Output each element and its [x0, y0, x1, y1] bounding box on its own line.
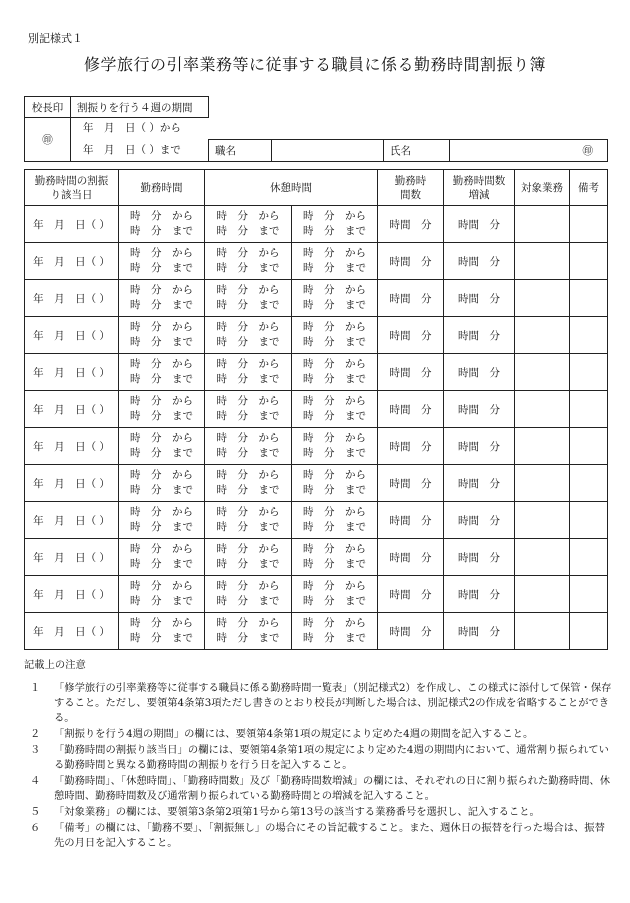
note-item [24, 805, 614, 820]
row-hours[interactable]: 時間 分 [378, 317, 444, 354]
row-break-time-1[interactable]: 時 分 から 時 分 まで [205, 465, 292, 502]
row-remarks[interactable] [570, 317, 608, 354]
row-hours[interactable]: 時間 分 [378, 465, 444, 502]
row-date[interactable]: 年 月 日（ ） [25, 317, 119, 354]
col-change: 勤務時間数増減 [444, 170, 515, 206]
note-number: ３ [30, 744, 41, 756]
row-date[interactable]: 年 月 日（ ） [25, 465, 119, 502]
table-row [25, 206, 608, 243]
period-label: 割振りを行う４週の期間 [71, 97, 209, 118]
row-remarks[interactable] [570, 206, 608, 243]
note-text: 「修学旅行の引率業務等に従事する職員に係る勤務時間一覧表」（別記様式2）を作成し、この様式に添付して保管・保存すること。ただし、要領第4条第3項ただし書きのとおり校長が判断した場合は、別記様式2の作成を省略することができる。 [54, 682, 612, 724]
row-hours[interactable]: 時間 分 [378, 428, 444, 465]
note-number: ６ [30, 822, 41, 834]
position-label: 職名 [209, 140, 272, 162]
row-break-time-1[interactable]: 時 分 から 時 分 まで [205, 539, 292, 576]
note-number: ５ [30, 806, 41, 818]
row-change[interactable]: 時間 分 [444, 317, 515, 354]
table-row [25, 576, 608, 613]
row-remarks[interactable] [570, 354, 608, 391]
note-text: 「備考」の欄には、「勤務不要」、「割振無し」の場合にその旨記載すること。また、週休日の振替を行った場合は、振替先の月日を記入すること。 [54, 822, 605, 849]
row-break-time-2[interactable]: 時 分 から 時 分 まで [292, 428, 378, 465]
table-row [25, 465, 608, 502]
row-hours[interactable]: 時間 分 [378, 539, 444, 576]
row-work-time[interactable]: 時 分 から 時 分 まで [119, 280, 205, 317]
row-work-time[interactable]: 時 分 から 時 分 まで [119, 354, 205, 391]
row-break-time-1[interactable]: 時 分 から 時 分 まで [205, 502, 292, 539]
notes-title: 記載上の注意 [24, 659, 86, 671]
row-task[interactable] [515, 280, 570, 317]
note-text: 「対象業務」の欄には、要領第3条第2項第1号から第13号の該当する業務番号を選択し、記入すること。 [54, 806, 540, 818]
row-hours[interactable]: 時間 分 [378, 206, 444, 243]
row-hours[interactable]: 時間 分 [378, 243, 444, 280]
row-work-time[interactable]: 時 分 から 時 分 まで [119, 428, 205, 465]
row-task[interactable] [515, 354, 570, 391]
row-break-time-1[interactable]: 時 分 から 時 分 まで [205, 576, 292, 613]
row-date[interactable]: 年 月 日（ ） [25, 502, 119, 539]
row-remarks[interactable] [570, 243, 608, 280]
page-title: 修学旅行の引率業務等に従事する職員に係る勤務時間割振り簿 [83, 55, 546, 74]
row-change[interactable]: 時間 分 [444, 465, 515, 502]
note-number: １ [30, 682, 41, 694]
col-work-time: 勤務時間 [119, 170, 205, 206]
header-table [24, 96, 608, 162]
seal-mark: ㊞ [42, 134, 53, 146]
row-task[interactable] [515, 502, 570, 539]
row-work-time[interactable]: 時 分 から 時 分 まで [119, 391, 205, 428]
row-break-time-1[interactable]: 時 分 から 時 分 まで [205, 354, 292, 391]
row-work-time[interactable]: 時 分 から 時 分 まで [119, 576, 205, 613]
row-task[interactable] [515, 428, 570, 465]
period-from[interactable]: 年 月 日（ ）から [71, 118, 209, 140]
table-row [25, 613, 608, 650]
row-change[interactable]: 時間 分 [444, 354, 515, 391]
row-date[interactable]: 年 月 日（ ） [25, 613, 119, 650]
table-row [25, 243, 608, 280]
name-field[interactable] [450, 140, 608, 162]
row-work-time[interactable]: 時 分 から 時 分 まで [119, 465, 205, 502]
row-remarks[interactable] [570, 428, 608, 465]
table-row [25, 502, 608, 539]
row-break-time-2[interactable]: 時 分 から 時 分 まで [292, 206, 378, 243]
row-change[interactable]: 時間 分 [444, 502, 515, 539]
note-item [24, 727, 614, 742]
row-change[interactable]: 時間 分 [444, 243, 515, 280]
row-break-time-2[interactable]: 時 分 から 時 分 まで [292, 391, 378, 428]
table-row [25, 317, 608, 354]
row-break-time-2[interactable]: 時 分 から 時 分 まで [292, 613, 378, 650]
row-work-time[interactable]: 時 分 から 時 分 まで [119, 539, 205, 576]
table-row [25, 280, 608, 317]
row-work-time[interactable]: 時 分 から 時 分 まで [119, 613, 205, 650]
row-task[interactable] [515, 465, 570, 502]
table-row [25, 428, 608, 465]
schedule-table [24, 169, 608, 650]
note-item [24, 821, 614, 851]
row-change[interactable]: 時間 分 [444, 428, 515, 465]
row-date[interactable]: 年 月 日（ ） [25, 576, 119, 613]
row-date[interactable]: 年 月 日（ ） [25, 243, 119, 280]
row-change[interactable]: 時間 分 [444, 391, 515, 428]
col-hours: 勤務時間数 [378, 170, 444, 206]
principal-seal-label: 校長印 [25, 97, 71, 118]
note-text: 「勤務時間の割振り該当日」の欄には、要領第4条第1項の規定により定めた4週の期間内において、通常割り振られている勤務時間と異なる勤務時間の割振りを行う日を記入すること。 [54, 744, 609, 771]
row-hours[interactable]: 時間 分 [378, 354, 444, 391]
row-date[interactable]: 年 月 日（ ） [25, 539, 119, 576]
row-break-time-2[interactable]: 時 分 から 時 分 まで [292, 539, 378, 576]
row-break-time-2[interactable]: 時 分 から 時 分 まで [292, 465, 378, 502]
row-date[interactable]: 年 月 日（ ） [25, 428, 119, 465]
note-number: ４ [30, 775, 41, 787]
row-remarks[interactable] [570, 539, 608, 576]
row-break-time-2[interactable]: 時 分 から 時 分 まで [292, 576, 378, 613]
row-hours[interactable]: 時間 分 [378, 613, 444, 650]
form-label: 別記様式１ [28, 32, 83, 45]
table-row [25, 391, 608, 428]
row-break-time-2[interactable]: 時 分 から 時 分 まで [292, 243, 378, 280]
row-change[interactable]: 時間 分 [444, 576, 515, 613]
row-break-time-1[interactable]: 時 分 から 時 分 まで [205, 206, 292, 243]
note-text: 「勤務時間」、「休憩時間」、「勤務時間数」及び「勤務時間数増減」の欄には、それぞれの日に割り振られた勤務時間、休憩時間、勤務時間数及び通常割り振られている勤務時間との増減を記入すること。 [54, 775, 611, 802]
col-break-time: 休憩時間 [205, 170, 378, 206]
name-seal-mark: ㊞ [582, 145, 593, 157]
row-date[interactable]: 年 月 日（ ） [25, 206, 119, 243]
row-break-time-2[interactable]: 時 分 から 時 分 まで [292, 317, 378, 354]
row-hours[interactable]: 時間 分 [378, 391, 444, 428]
row-remarks[interactable] [570, 465, 608, 502]
row-remarks[interactable] [570, 502, 608, 539]
row-break-time-1[interactable]: 時 分 から 時 分 まで [205, 391, 292, 428]
row-change[interactable]: 時間 分 [444, 539, 515, 576]
row-work-time[interactable]: 時 分 から 時 分 まで [119, 243, 205, 280]
position-field[interactable] [272, 140, 384, 162]
row-work-time[interactable]: 時 分 から 時 分 まで [119, 206, 205, 243]
row-task[interactable] [515, 243, 570, 280]
col-task: 対象業務 [515, 170, 570, 206]
row-date[interactable]: 年 月 日（ ） [25, 354, 119, 391]
principal-seal-box[interactable] [25, 118, 71, 162]
note-text: 「割振りを行う4週の期間」の欄には、要領第4条第1項の規定により定めた4週の期間を記入すること。 [54, 728, 534, 740]
row-break-time-2[interactable]: 時 分 から 時 分 まで [292, 354, 378, 391]
col-date: 勤務時間の割振り該当日 [25, 170, 119, 206]
row-task[interactable] [515, 317, 570, 354]
row-remarks[interactable] [570, 613, 608, 650]
row-task[interactable] [515, 613, 570, 650]
row-task[interactable] [515, 576, 570, 613]
period-to[interactable]: 年 月 日（ ）まで [71, 140, 209, 162]
row-work-time[interactable]: 時 分 から 時 分 まで [119, 317, 205, 354]
row-break-time-2[interactable]: 時 分 から 時 分 まで [292, 280, 378, 317]
row-hours[interactable]: 時間 分 [378, 576, 444, 613]
table-row [25, 354, 608, 391]
row-change[interactable]: 時間 分 [444, 613, 515, 650]
note-item [24, 681, 614, 726]
row-remarks[interactable] [570, 576, 608, 613]
note-item [24, 743, 614, 773]
note-number: ２ [30, 728, 41, 740]
row-change[interactable]: 時間 分 [444, 206, 515, 243]
note-item [24, 774, 614, 804]
row-remarks[interactable] [570, 391, 608, 428]
row-task[interactable] [515, 391, 570, 428]
row-break-time-1[interactable]: 時 分 から 時 分 まで [205, 613, 292, 650]
row-task[interactable] [515, 539, 570, 576]
name-label: 氏名 [384, 140, 450, 162]
table-row [25, 539, 608, 576]
row-break-time-1[interactable]: 時 分 から 時 分 まで [205, 317, 292, 354]
row-break-time-1[interactable]: 時 分 から 時 分 まで [205, 428, 292, 465]
row-break-time-2[interactable]: 時 分 から 時 分 まで [292, 502, 378, 539]
row-task[interactable] [515, 206, 570, 243]
row-break-time-1[interactable]: 時 分 から 時 分 まで [205, 243, 292, 280]
row-hours[interactable]: 時間 分 [378, 502, 444, 539]
row-hours[interactable]: 時間 分 [378, 280, 444, 317]
row-date[interactable]: 年 月 日（ ） [25, 391, 119, 428]
row-remarks[interactable] [570, 280, 608, 317]
row-work-time[interactable]: 時 分 から 時 分 まで [119, 502, 205, 539]
notes-section [24, 658, 614, 852]
row-date[interactable]: 年 月 日（ ） [25, 280, 119, 317]
row-change[interactable]: 時間 分 [444, 280, 515, 317]
row-break-time-1[interactable]: 時 分 から 時 分 まで [205, 280, 292, 317]
col-remarks: 備考 [570, 170, 608, 206]
